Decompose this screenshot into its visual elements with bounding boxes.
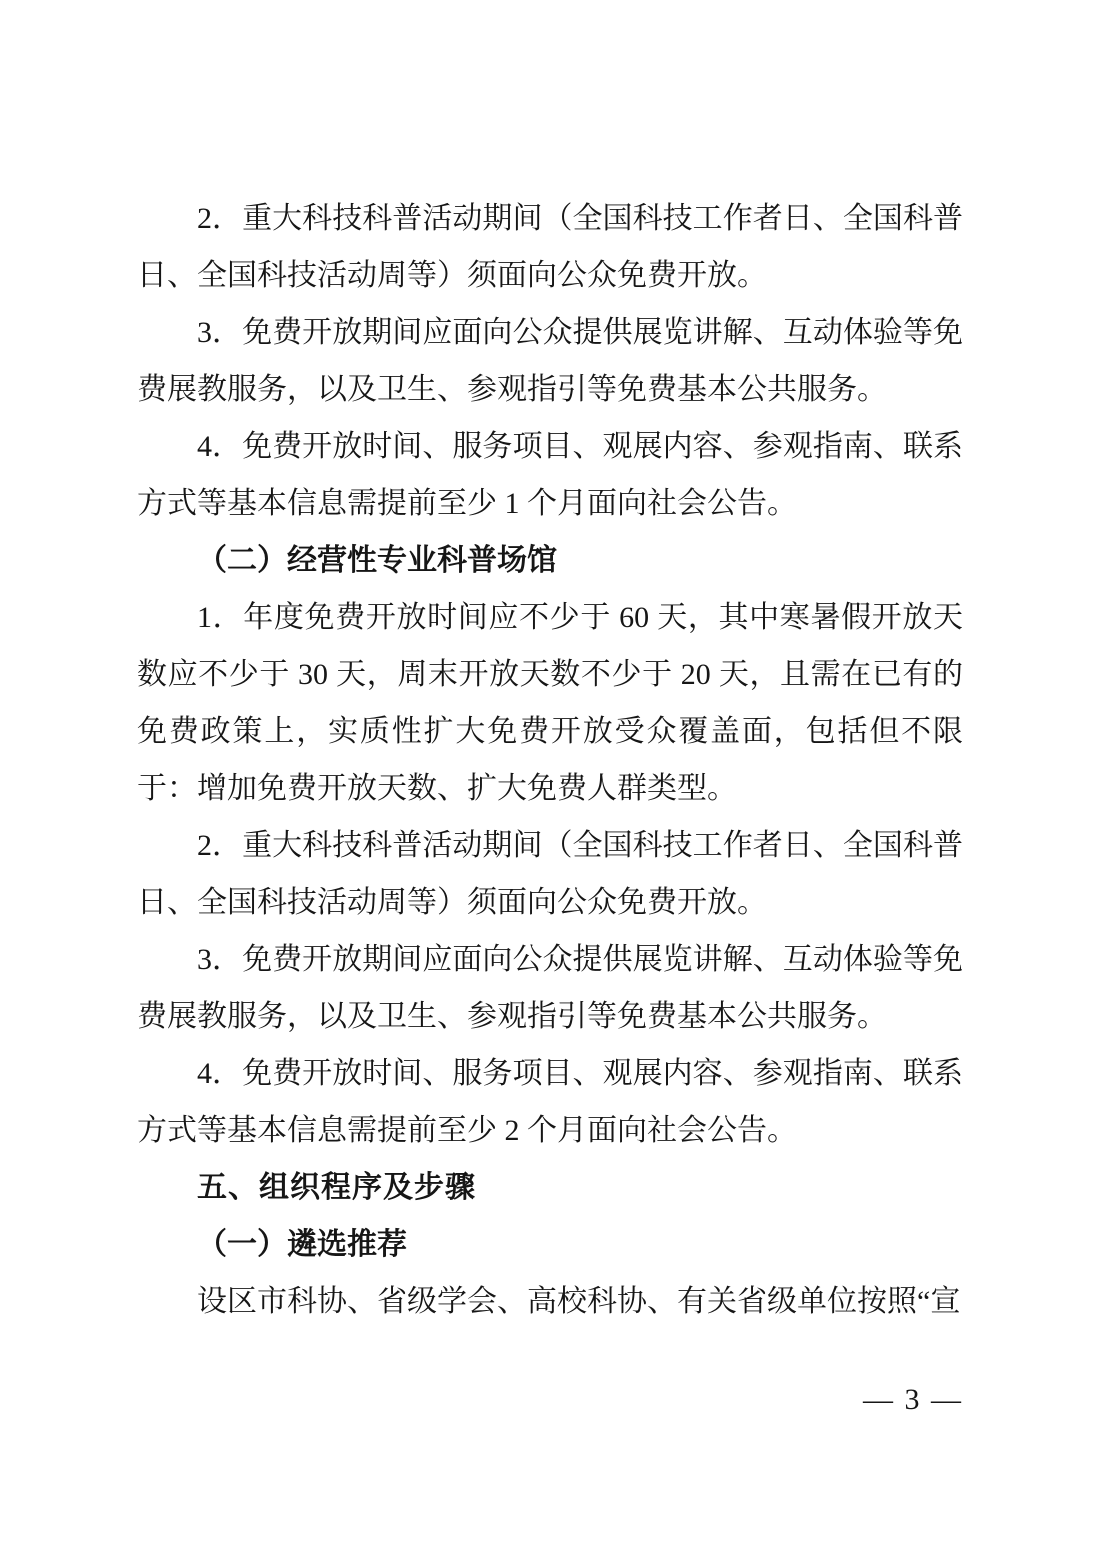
- body-paragraph-item3-public-venues: 3．免费开放期间应面向公众提供展览讲解、互动体验等免费展教服务，以及卫生、参观指引等免费基本公共服务。: [137, 316, 963, 406]
- page-number: — 3 —: [863, 1383, 963, 1416]
- section-heading-5-procedures: 五、组织程序及步骤: [197, 1171, 476, 1204]
- body-paragraph-item2-commercial-venues: 2．重大科技科普活动期间（全国科技工作者日、全国科普日、全国科技活动周等）须面向公众免费开放。: [137, 829, 963, 919]
- subsection-heading-1-selection: （一）遴选推荐: [197, 1228, 407, 1261]
- document-body: [137, 190, 963, 1330]
- body-paragraph-selection-intro: 设区市科协、省级学会、高校科协、有关省级单位按照“宣: [197, 1285, 961, 1318]
- body-paragraph-item4-commercial-venues: 4．免费开放时间、服务项目、观展内容、参观指南、联系方式等基本信息需提前至少 2 个月面向社会公告。: [137, 1057, 963, 1147]
- body-paragraph-item2-public-venues: 2．重大科技科普活动期间（全国科技工作者日、全国科普日、全国科技活动周等）须面向公众免费开放。: [137, 202, 963, 292]
- body-paragraph-item1-commercial-venues: 1．年度免费开放时间应不少于 60 天，其中寒暑假开放天数应不少于 30 天，周末开放天数不少于 20 天，且需在已有的免费政策上，实质性扩大免费开放受众覆盖面，包括但不限于：增加免费开放天数、扩大免费人群类型。: [137, 601, 963, 805]
- subsection-heading-2-commercial-venues: （二）经营性专业科普场馆: [197, 544, 557, 577]
- body-paragraph-item3-commercial-venues: 3．免费开放期间应面向公众提供展览讲解、互动体验等免费展教服务，以及卫生、参观指引等免费基本公共服务。: [137, 943, 963, 1033]
- body-paragraph-item4-public-venues: 4．免费开放时间、服务项目、观展内容、参观指南、联系方式等基本信息需提前至少 1 个月面向社会公告。: [137, 430, 963, 520]
